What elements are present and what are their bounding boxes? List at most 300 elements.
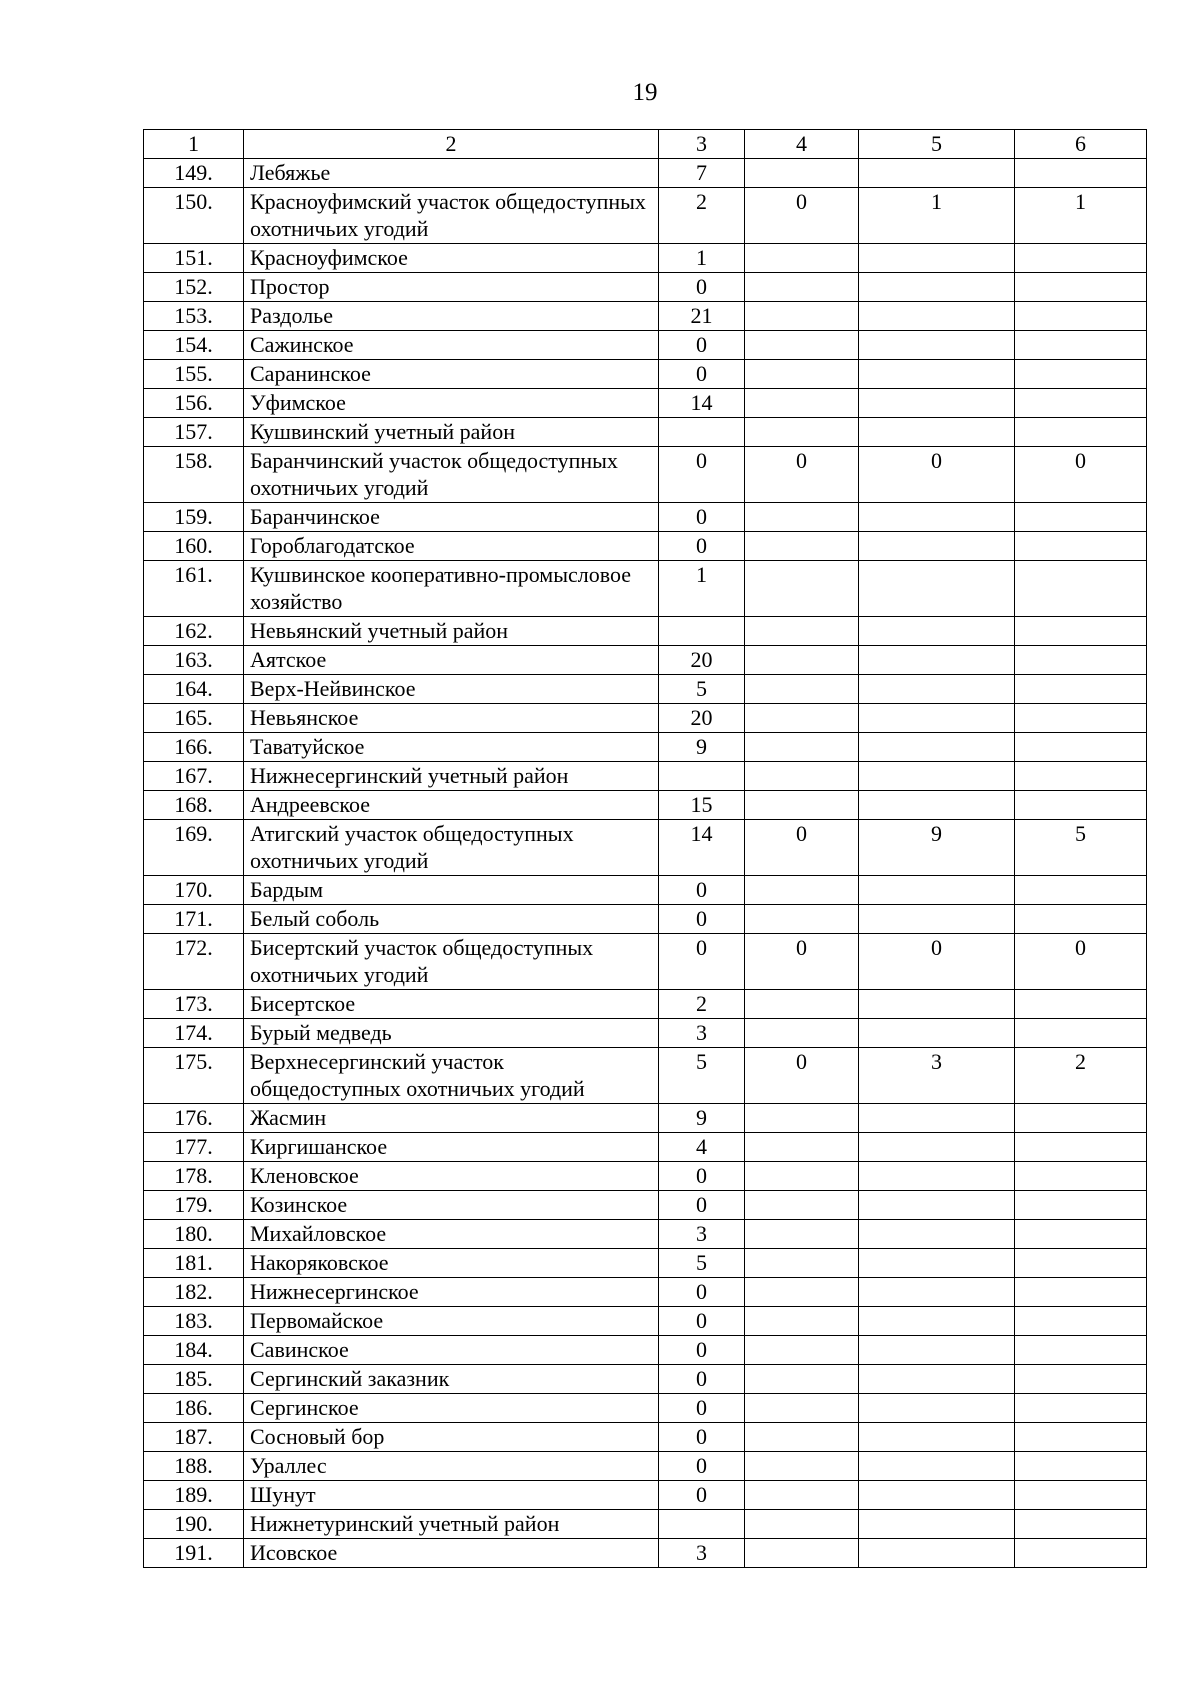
row-name-cell: Верхнесергинский участок общедоступных охотничьих угодий [244, 1048, 659, 1104]
table-row [144, 1423, 1147, 1452]
row-col6-cell [1015, 1133, 1147, 1162]
row-name-cell: Киргишанское [244, 1133, 659, 1162]
table-row [144, 1510, 1147, 1539]
table-row [144, 1191, 1147, 1220]
row-col3-cell: 7 [659, 159, 745, 188]
row-number-cell: 170. [144, 876, 244, 905]
row-col5-cell [859, 503, 1015, 532]
row-number-cell: 187. [144, 1423, 244, 1452]
row-col3-cell: 0 [659, 1336, 745, 1365]
row-col3-cell: 5 [659, 1048, 745, 1104]
table-row [144, 876, 1147, 905]
table-row [144, 820, 1147, 876]
row-col3-cell [659, 418, 745, 447]
row-col4-cell [745, 1336, 859, 1365]
row-col6-cell [1015, 244, 1147, 273]
row-col6-cell [1015, 675, 1147, 704]
table-row [144, 617, 1147, 646]
row-name-cell: Накоряковское [244, 1249, 659, 1278]
row-col5-cell [859, 360, 1015, 389]
row-name-cell: Лебяжье [244, 159, 659, 188]
row-col6-cell [1015, 1019, 1147, 1048]
row-col4-cell: 0 [745, 188, 859, 244]
row-name-cell: Козинское [244, 1191, 659, 1220]
row-number-cell: 154. [144, 331, 244, 360]
table-row [144, 159, 1147, 188]
row-col3-cell: 9 [659, 1104, 745, 1133]
row-col5-cell [859, 1336, 1015, 1365]
row-col3-cell: 0 [659, 1452, 745, 1481]
row-number-cell: 163. [144, 646, 244, 675]
row-col5-cell [859, 273, 1015, 302]
row-number-cell: 179. [144, 1191, 244, 1220]
row-number-cell: 152. [144, 273, 244, 302]
row-name-cell: Раздолье [244, 302, 659, 331]
row-name-cell: Кушвинское кооперативно-промысловое хозяйство [244, 561, 659, 617]
row-col3-cell: 1 [659, 561, 745, 617]
table-row [144, 1452, 1147, 1481]
row-name-cell: Жасмин [244, 1104, 659, 1133]
table-row [144, 1481, 1147, 1510]
row-name-cell: Шунут [244, 1481, 659, 1510]
data-table [143, 129, 1147, 1568]
row-col3-cell: 15 [659, 791, 745, 820]
row-number-cell: 182. [144, 1278, 244, 1307]
row-col4-cell [745, 1104, 859, 1133]
row-name-cell: Сергинское [244, 1394, 659, 1423]
row-col6-cell [1015, 1162, 1147, 1191]
table-row [144, 188, 1147, 244]
row-col3-cell: 0 [659, 447, 745, 503]
table-row [144, 1048, 1147, 1104]
row-col3-cell: 2 [659, 990, 745, 1019]
row-col4-cell [745, 1162, 859, 1191]
row-col4-cell [745, 159, 859, 188]
row-col3-cell: 0 [659, 503, 745, 532]
table-row [144, 1539, 1147, 1568]
row-number-cell: 165. [144, 704, 244, 733]
table-row [144, 1162, 1147, 1191]
row-col5-cell: 1 [859, 188, 1015, 244]
row-col6-cell [1015, 159, 1147, 188]
row-name-cell: Первомайское [244, 1307, 659, 1336]
row-col5-cell [859, 990, 1015, 1019]
row-number-cell: 189. [144, 1481, 244, 1510]
row-col4-cell [745, 1481, 859, 1510]
table-row [144, 1394, 1147, 1423]
table-row [144, 675, 1147, 704]
row-col4-cell [745, 244, 859, 273]
header-cell: 5 [859, 130, 1015, 159]
row-col6-cell [1015, 1481, 1147, 1510]
page-number: 19 [632, 79, 658, 106]
row-name-cell: Андреевское [244, 791, 659, 820]
row-col6-cell [1015, 1365, 1147, 1394]
row-col4-cell [745, 1278, 859, 1307]
row-name-cell: Сажинское [244, 331, 659, 360]
row-col5-cell [859, 733, 1015, 762]
row-col6-cell [1015, 1394, 1147, 1423]
row-col6-cell [1015, 360, 1147, 389]
row-col3-cell: 14 [659, 820, 745, 876]
row-col4-cell [745, 302, 859, 331]
row-number-cell: 157. [144, 418, 244, 447]
row-col3-cell: 20 [659, 646, 745, 675]
table-row [144, 990, 1147, 1019]
row-name-cell: Баранчинский участок общедоступных охотничьих угодий [244, 447, 659, 503]
row-number-cell: 164. [144, 675, 244, 704]
row-number-cell: 180. [144, 1220, 244, 1249]
row-name-cell: Атигский участок общедоступных охотничьих угодий [244, 820, 659, 876]
row-col5-cell [859, 905, 1015, 934]
row-name-cell: Красноуфимское [244, 244, 659, 273]
row-name-cell: Исовское [244, 1539, 659, 1568]
row-name-cell: Таватуйское [244, 733, 659, 762]
table-row [144, 418, 1147, 447]
row-col6-cell [1015, 876, 1147, 905]
row-number-cell: 178. [144, 1162, 244, 1191]
table-row [144, 1133, 1147, 1162]
row-name-cell: Простор [244, 273, 659, 302]
row-col3-cell: 0 [659, 934, 745, 990]
row-col4-cell [745, 389, 859, 418]
row-name-cell: Сергинский заказник [244, 1365, 659, 1394]
row-number-cell: 150. [144, 188, 244, 244]
row-number-cell: 156. [144, 389, 244, 418]
row-name-cell: Белый соболь [244, 905, 659, 934]
row-col6-cell [1015, 762, 1147, 791]
row-col6-cell [1015, 1336, 1147, 1365]
table-row [144, 704, 1147, 733]
row-name-cell: Верх-Нейвинское [244, 675, 659, 704]
row-col3-cell: 0 [659, 1394, 745, 1423]
row-col4-cell [745, 1220, 859, 1249]
row-col3-cell: 0 [659, 1307, 745, 1336]
row-number-cell: 166. [144, 733, 244, 762]
row-number-cell: 167. [144, 762, 244, 791]
row-number-cell: 169. [144, 820, 244, 876]
row-col3-cell: 0 [659, 273, 745, 302]
row-col5-cell [859, 1191, 1015, 1220]
row-col5-cell [859, 331, 1015, 360]
row-name-cell: Красноуфимский участок общедоступных охотничьих угодий [244, 188, 659, 244]
table-row [144, 447, 1147, 503]
row-col5-cell [859, 675, 1015, 704]
row-col3-cell: 0 [659, 905, 745, 934]
row-col6-cell [1015, 331, 1147, 360]
row-col3-cell: 14 [659, 389, 745, 418]
row-col5-cell [859, 418, 1015, 447]
row-col4-cell: 0 [745, 820, 859, 876]
row-col5-cell [859, 1220, 1015, 1249]
row-col3-cell: 0 [659, 1191, 745, 1220]
row-col5-cell [859, 791, 1015, 820]
table-row [144, 1019, 1147, 1048]
table-row [144, 1220, 1147, 1249]
row-col3-cell: 9 [659, 733, 745, 762]
table-row [144, 302, 1147, 331]
row-col4-cell [745, 331, 859, 360]
row-number-cell: 159. [144, 503, 244, 532]
row-col3-cell: 0 [659, 1365, 745, 1394]
table-row [144, 503, 1147, 532]
row-col6-cell: 0 [1015, 934, 1147, 990]
row-col5-cell [859, 1278, 1015, 1307]
row-col4-cell [745, 273, 859, 302]
row-number-cell: 153. [144, 302, 244, 331]
row-col5-cell [859, 1510, 1015, 1539]
row-col4-cell [745, 905, 859, 934]
row-col5-cell [859, 762, 1015, 791]
table-header-row [144, 130, 1147, 159]
row-col6-cell [1015, 1423, 1147, 1452]
row-name-cell: Михайловское [244, 1220, 659, 1249]
table-row [144, 244, 1147, 273]
row-col4-cell [745, 418, 859, 447]
row-col6-cell [1015, 1249, 1147, 1278]
row-col5-cell [859, 1249, 1015, 1278]
row-col6-cell [1015, 704, 1147, 733]
row-col4-cell [745, 704, 859, 733]
row-name-cell: Нижнетуринский учетный район [244, 1510, 659, 1539]
row-name-cell: Кленовское [244, 1162, 659, 1191]
row-col4-cell [745, 733, 859, 762]
row-name-cell: Бардым [244, 876, 659, 905]
row-col5-cell [859, 389, 1015, 418]
row-col5-cell [859, 1452, 1015, 1481]
row-col5-cell [859, 1307, 1015, 1336]
row-col4-cell [745, 503, 859, 532]
row-col5-cell [859, 159, 1015, 188]
row-col4-cell [745, 646, 859, 675]
table-row [144, 532, 1147, 561]
table-row [144, 389, 1147, 418]
row-name-cell: Савинское [244, 1336, 659, 1365]
row-col5-cell [859, 876, 1015, 905]
row-col3-cell: 3 [659, 1019, 745, 1048]
row-col4-cell [745, 1539, 859, 1568]
row-col3-cell: 20 [659, 704, 745, 733]
row-name-cell: Невьянский учетный район [244, 617, 659, 646]
row-col6-cell [1015, 302, 1147, 331]
table-body [144, 130, 1147, 1568]
row-name-cell: Кушвинский учетный район [244, 418, 659, 447]
table-row [144, 1365, 1147, 1394]
row-col4-cell [745, 762, 859, 791]
row-col6-cell [1015, 1104, 1147, 1133]
row-col5-cell [859, 302, 1015, 331]
row-col4-cell [745, 1191, 859, 1220]
row-name-cell: Бисертское [244, 990, 659, 1019]
row-col4-cell: 0 [745, 934, 859, 990]
row-col3-cell: 2 [659, 188, 745, 244]
row-number-cell: 158. [144, 447, 244, 503]
row-col4-cell [745, 617, 859, 646]
row-number-cell: 151. [144, 244, 244, 273]
row-col3-cell: 0 [659, 532, 745, 561]
row-col4-cell [745, 532, 859, 561]
row-col3-cell: 4 [659, 1133, 745, 1162]
row-col6-cell: 1 [1015, 188, 1147, 244]
header-cell: 2 [244, 130, 659, 159]
row-col3-cell: 0 [659, 1481, 745, 1510]
row-col6-cell [1015, 1278, 1147, 1307]
header-cell: 4 [745, 130, 859, 159]
row-number-cell: 171. [144, 905, 244, 934]
row-col5-cell: 3 [859, 1048, 1015, 1104]
row-number-cell: 160. [144, 532, 244, 561]
row-name-cell: Сосновый бор [244, 1423, 659, 1452]
row-col3-cell: 0 [659, 1423, 745, 1452]
table-row [144, 934, 1147, 990]
row-col6-cell [1015, 1452, 1147, 1481]
row-col5-cell [859, 561, 1015, 617]
table-row [144, 646, 1147, 675]
row-col3-cell: 1 [659, 244, 745, 273]
row-col4-cell [745, 1019, 859, 1048]
row-col6-cell [1015, 1539, 1147, 1568]
row-number-cell: 183. [144, 1307, 244, 1336]
table-row [144, 1307, 1147, 1336]
row-col3-cell: 5 [659, 675, 745, 704]
row-number-cell: 185. [144, 1365, 244, 1394]
row-name-cell: Невьянское [244, 704, 659, 733]
row-col3-cell: 3 [659, 1539, 745, 1568]
row-col6-cell [1015, 1191, 1147, 1220]
row-number-cell: 155. [144, 360, 244, 389]
row-col3-cell: 21 [659, 302, 745, 331]
row-col3-cell [659, 762, 745, 791]
row-col4-cell [745, 1365, 859, 1394]
header-cell: 6 [1015, 130, 1147, 159]
row-col6-cell: 2 [1015, 1048, 1147, 1104]
table-row [144, 762, 1147, 791]
row-col4-cell [745, 990, 859, 1019]
header-cell: 1 [144, 130, 244, 159]
row-col5-cell [859, 244, 1015, 273]
row-col4-cell [745, 360, 859, 389]
row-col5-cell [859, 1019, 1015, 1048]
row-col6-cell [1015, 1510, 1147, 1539]
row-col6-cell [1015, 503, 1147, 532]
row-col6-cell [1015, 561, 1147, 617]
row-col4-cell [745, 1452, 859, 1481]
row-col6-cell [1015, 617, 1147, 646]
row-col5-cell: 0 [859, 934, 1015, 990]
row-col5-cell [859, 646, 1015, 675]
row-col4-cell [745, 1307, 859, 1336]
row-name-cell: Ураллес [244, 1452, 659, 1481]
row-number-cell: 188. [144, 1452, 244, 1481]
row-name-cell: Гороблагодатское [244, 532, 659, 561]
table-row [144, 1278, 1147, 1307]
row-number-cell: 176. [144, 1104, 244, 1133]
row-name-cell: Бисертский участок общедоступных охотничьих угодий [244, 934, 659, 990]
table-row [144, 561, 1147, 617]
row-col5-cell [859, 1423, 1015, 1452]
row-col4-cell [745, 876, 859, 905]
table-row [144, 905, 1147, 934]
row-col6-cell [1015, 389, 1147, 418]
row-number-cell: 181. [144, 1249, 244, 1278]
row-col5-cell [859, 617, 1015, 646]
row-col6-cell [1015, 418, 1147, 447]
table-row [144, 273, 1147, 302]
row-number-cell: 184. [144, 1336, 244, 1365]
row-col5-cell [859, 1481, 1015, 1510]
row-col6-cell [1015, 791, 1147, 820]
row-col4-cell: 0 [745, 1048, 859, 1104]
row-number-cell: 161. [144, 561, 244, 617]
row-col5-cell: 9 [859, 820, 1015, 876]
row-col3-cell [659, 617, 745, 646]
row-col6-cell [1015, 990, 1147, 1019]
row-col5-cell [859, 1104, 1015, 1133]
row-name-cell: Нижнесергинское [244, 1278, 659, 1307]
row-col3-cell: 0 [659, 1162, 745, 1191]
row-number-cell: 190. [144, 1510, 244, 1539]
row-col4-cell [745, 791, 859, 820]
table-row [144, 360, 1147, 389]
header-cell: 3 [659, 130, 745, 159]
table-row [144, 791, 1147, 820]
row-col6-cell: 5 [1015, 820, 1147, 876]
row-col3-cell: 5 [659, 1249, 745, 1278]
row-col6-cell [1015, 733, 1147, 762]
row-col4-cell [745, 1249, 859, 1278]
row-number-cell: 186. [144, 1394, 244, 1423]
row-number-cell: 162. [144, 617, 244, 646]
row-col5-cell [859, 704, 1015, 733]
table-row [144, 1249, 1147, 1278]
table-row [144, 331, 1147, 360]
row-name-cell: Аятское [244, 646, 659, 675]
row-number-cell: 191. [144, 1539, 244, 1568]
row-name-cell: Саранинское [244, 360, 659, 389]
row-number-cell: 173. [144, 990, 244, 1019]
row-col3-cell: 0 [659, 1278, 745, 1307]
row-col4-cell [745, 1133, 859, 1162]
row-col4-cell [745, 675, 859, 704]
row-col5-cell [859, 1394, 1015, 1423]
table-row [144, 1336, 1147, 1365]
row-col5-cell [859, 1365, 1015, 1394]
row-col6-cell [1015, 273, 1147, 302]
row-col4-cell [745, 1423, 859, 1452]
row-col6-cell [1015, 532, 1147, 561]
table-row [144, 733, 1147, 762]
row-number-cell: 172. [144, 934, 244, 990]
row-col5-cell [859, 1133, 1015, 1162]
row-col3-cell [659, 1510, 745, 1539]
row-number-cell: 149. [144, 159, 244, 188]
table-row [144, 1104, 1147, 1133]
row-number-cell: 174. [144, 1019, 244, 1048]
row-col6-cell: 0 [1015, 447, 1147, 503]
row-number-cell: 177. [144, 1133, 244, 1162]
row-col4-cell [745, 1394, 859, 1423]
row-name-cell: Уфимское [244, 389, 659, 418]
row-name-cell: Баранчинское [244, 503, 659, 532]
row-col5-cell: 0 [859, 447, 1015, 503]
row-col6-cell [1015, 646, 1147, 675]
row-col5-cell [859, 1162, 1015, 1191]
row-name-cell: Нижнесергинский учетный район [244, 762, 659, 791]
row-col6-cell [1015, 1220, 1147, 1249]
row-name-cell: Бурый медведь [244, 1019, 659, 1048]
row-col6-cell [1015, 905, 1147, 934]
row-col3-cell: 0 [659, 331, 745, 360]
